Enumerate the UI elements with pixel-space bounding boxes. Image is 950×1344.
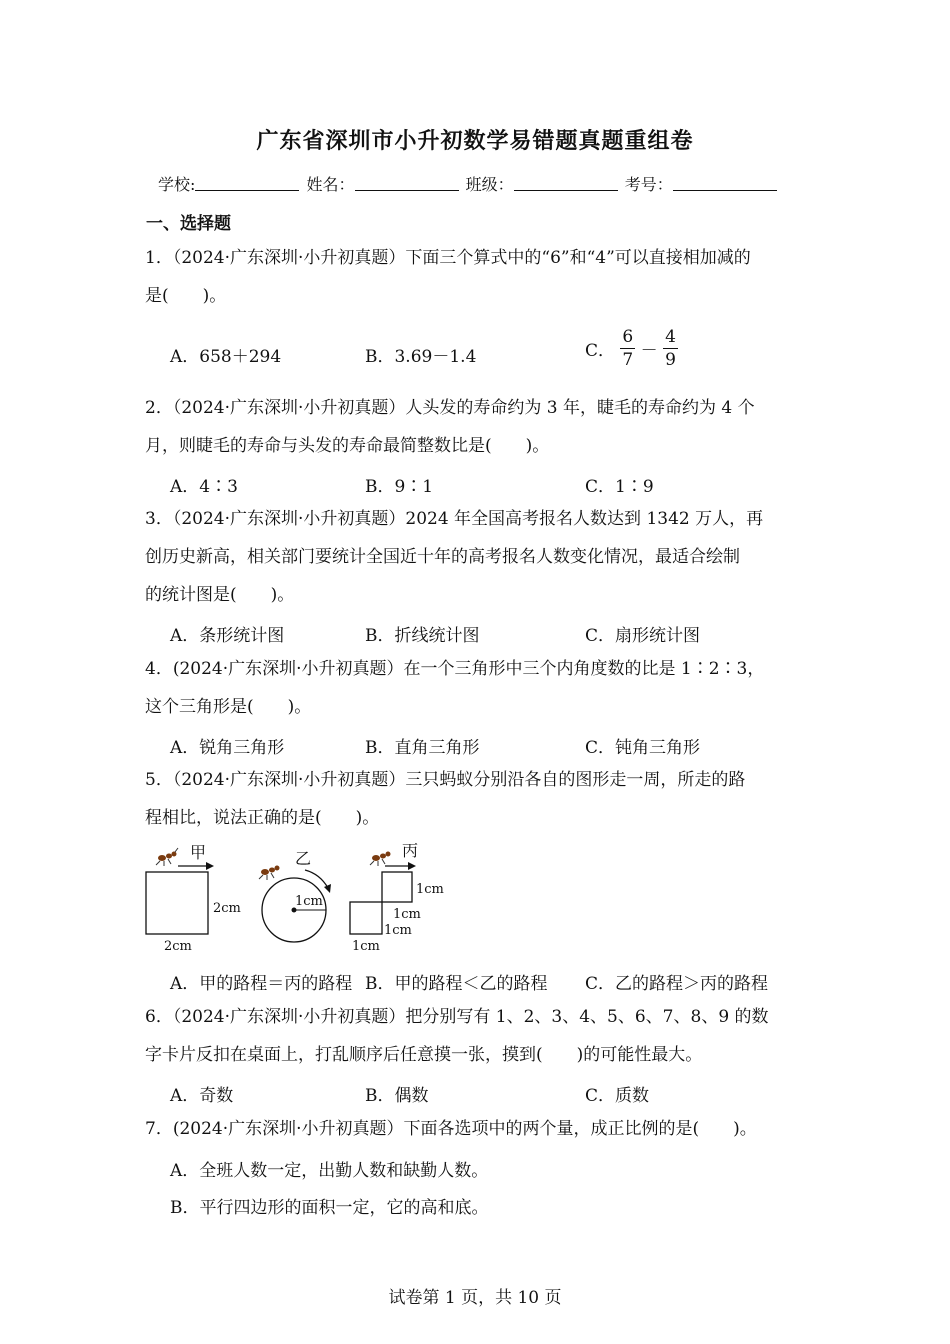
- field-school: 学校:: [158, 175, 196, 194]
- question-1-option-c[interactable]: [585, 326, 678, 371]
- question-6-option-c[interactable]: C．质数: [585, 1086, 650, 1106]
- blank-name[interactable]: [355, 175, 459, 191]
- question-5-option-b[interactable]: B．甲的路程＜乙的路程: [365, 974, 548, 994]
- question-5-option-c[interactable]: C．乙的路程＞丙的路程: [585, 974, 769, 994]
- question-line: 程相比，说法正确的是( )。: [145, 808, 380, 828]
- question-line: 是( )。: [145, 286, 227, 306]
- question-line: 3．（2024·广东深圳·小升初真题）2024 年全国高考报名人数达到 1342 万人，再: [145, 509, 764, 529]
- blank-class[interactable]: [514, 175, 618, 191]
- question-6-option-a[interactable]: A．奇数: [170, 1086, 234, 1106]
- fraction-four-ninths: [663, 326, 678, 371]
- question-6-stem: [145, 998, 769, 1074]
- question-1-option-a[interactable]: A．658＋294: [170, 347, 282, 367]
- denominator: 9: [665, 350, 676, 370]
- ant-icon: [370, 852, 391, 867]
- question-line: 1．（2024·广东深圳·小升初真题）下面三个算式中的“6”和“4”可以直接相加减的: [145, 248, 751, 268]
- page-footer: 试卷第 1 页，共 10 页: [388, 1288, 562, 1308]
- question-7-option-b[interactable]: B．平行四边形的面积一定，它的高和底。: [170, 1198, 489, 1218]
- question-4-stem: [145, 650, 764, 726]
- label-yi: 乙: [295, 849, 312, 868]
- question-line: 6．（2024·广东深圳·小升初真题）把分别写有 1、2、3、4、5、6、7、8、9 的数: [145, 1007, 769, 1027]
- question-line: 的统计图是( )。: [145, 585, 295, 605]
- question-2-option-a[interactable]: A．4∶3: [170, 477, 238, 497]
- label-bing: 丙: [402, 841, 419, 860]
- minus-sign: －: [640, 341, 658, 361]
- option-c-label: C．: [585, 341, 616, 361]
- question-line: 7．(2024·广东深圳·小升初真题）下面各选项中的两个量，成正比例的是( )。: [145, 1119, 757, 1139]
- dim-square-side: 2cm: [213, 901, 241, 916]
- question-5-stem: [145, 761, 745, 837]
- page-title: 广东省深圳市小升初数学易错题真题重组卷: [256, 128, 694, 154]
- dim-lower-side: 1cm: [384, 923, 412, 938]
- question-3-option-b[interactable]: B．折线统计图: [365, 626, 480, 646]
- question-4-option-b[interactable]: B．直角三角形: [365, 738, 480, 758]
- blank-school[interactable]: [195, 175, 299, 191]
- question-4-option-c[interactable]: C．钝角三角形: [585, 738, 701, 758]
- figure-circle: [259, 849, 331, 942]
- student-info-line: [158, 172, 779, 195]
- question-line: 这个三角形是( )。: [145, 697, 312, 717]
- question-5-figure: [140, 838, 450, 958]
- question-line: 创历史新高，相关部门要统计全国近十年的高考报名人数变化情况，最适合绘制: [145, 547, 740, 567]
- dim-radius: 1cm: [295, 894, 323, 909]
- field-class: 班级：: [465, 175, 514, 194]
- blank-exam-no[interactable]: [673, 175, 777, 191]
- question-2-option-c[interactable]: C．1∶9: [585, 477, 654, 497]
- figure-two-squares: [350, 841, 444, 954]
- dim-top-square: 1cm: [416, 882, 444, 897]
- question-3-stem: [145, 500, 763, 614]
- question-1-stem: [145, 239, 751, 315]
- section-heading: 一、选择题: [146, 214, 231, 234]
- ant-icon: [259, 866, 280, 881]
- question-5-option-a[interactable]: A．甲的路程＝丙的路程: [170, 974, 353, 994]
- fraction-six-sevenths: [620, 326, 635, 371]
- question-6-option-b[interactable]: B．偶数: [365, 1086, 429, 1106]
- ant-icon: [156, 848, 178, 866]
- question-2-stem: [145, 389, 755, 465]
- question-1-option-b[interactable]: B．3.69－1.4: [365, 347, 477, 367]
- numerator: 6: [622, 327, 634, 347]
- denominator: 7: [622, 350, 634, 370]
- question-3-option-a[interactable]: A．条形统计图: [170, 626, 285, 646]
- label-jia: 甲: [190, 843, 207, 862]
- question-line: 2．（2024·广东深圳·小升初真题）人头发的寿命约为 3 年，睫毛的寿命约为 4 个: [145, 398, 755, 418]
- question-7-stem: [145, 1110, 757, 1148]
- question-7-option-a[interactable]: A．全班人数一定，出勤人数和缺勤人数。: [170, 1161, 489, 1181]
- question-line: 5．（2024·广东深圳·小升初真题）三只蚂蚁分别沿各自的图形走一周，所走的路: [145, 770, 746, 790]
- question-line: 月，则睫毛的寿命与头发的寿命最简整数比是( )。: [145, 436, 550, 456]
- dim-bottom: 1cm: [352, 939, 380, 954]
- question-4-option-a[interactable]: A．锐角三角形: [170, 738, 285, 758]
- figure-square: [146, 843, 241, 954]
- question-2-option-b[interactable]: B．9∶1: [365, 477, 434, 497]
- field-exam-no: 考号：: [624, 175, 673, 194]
- question-3-option-c[interactable]: C．扇形统计图: [585, 626, 701, 646]
- numerator: 4: [665, 327, 676, 347]
- field-name: 姓名：: [306, 175, 355, 194]
- question-line: 4．(2024·广东深圳·小升初真题）在一个三角形中三个内角度数的比是 1∶2∶3，: [145, 659, 765, 679]
- dim-middle: 1cm: [393, 907, 421, 922]
- dim-square-bottom: 2cm: [164, 939, 192, 954]
- question-line: 字卡片反扣在桌面上，打乱顺序后任意摸一张，摸到( )的可能性最大。: [145, 1045, 703, 1065]
